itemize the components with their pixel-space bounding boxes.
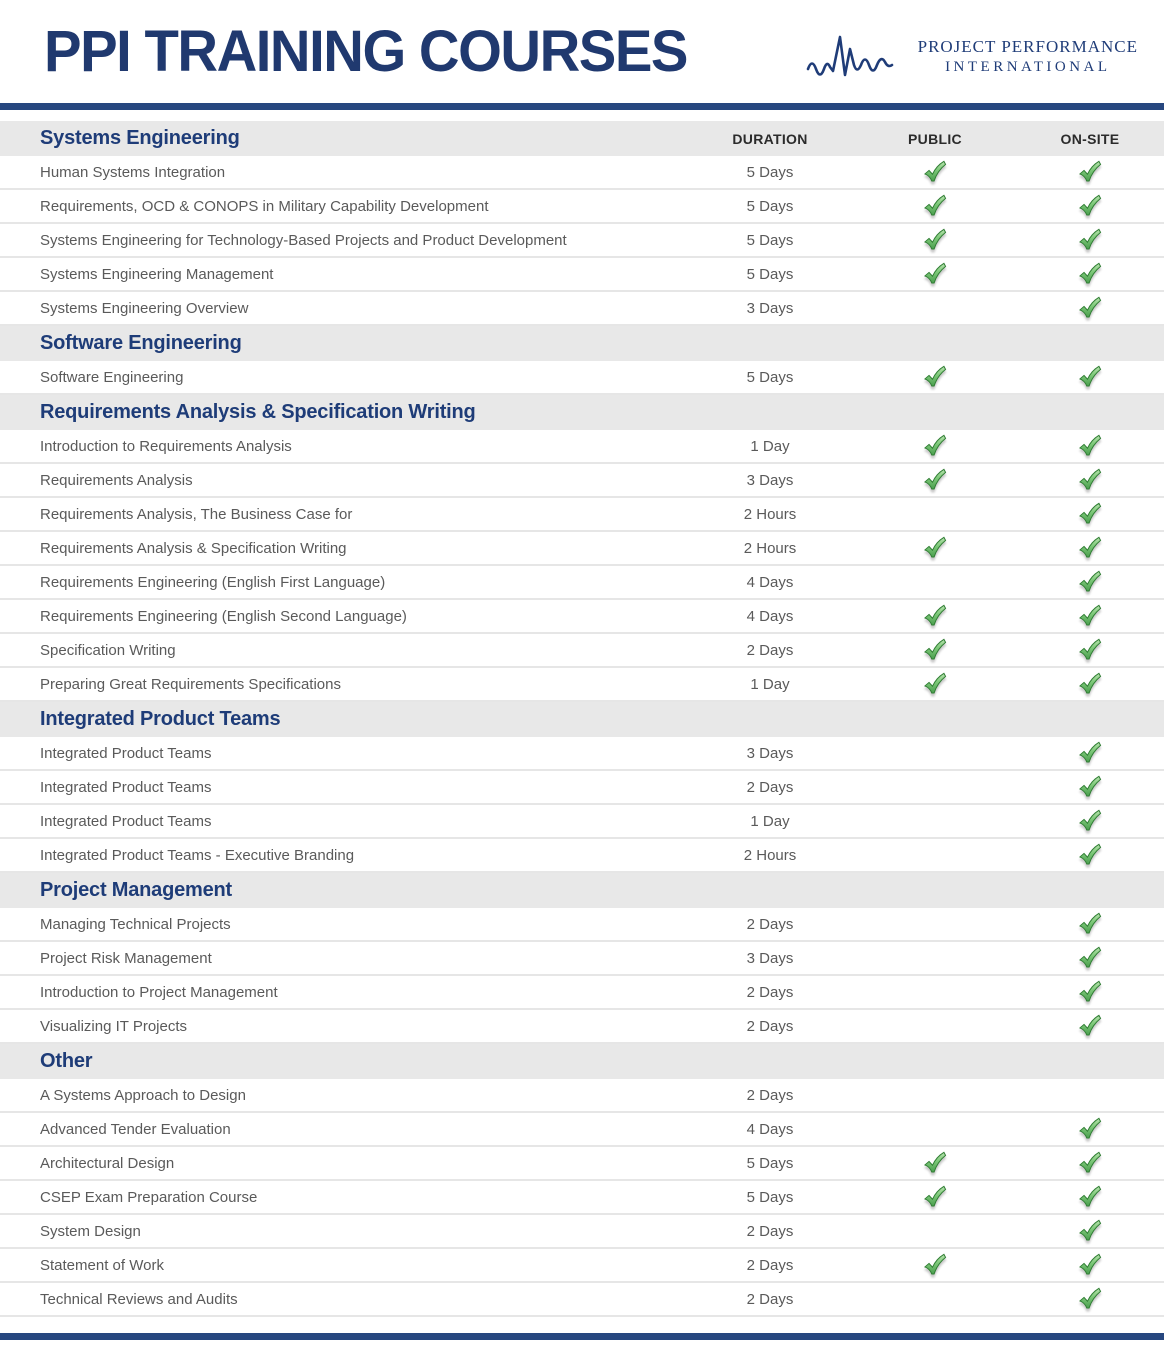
green-checkmark-icon bbox=[1076, 1185, 1104, 1210]
public-check-cell bbox=[850, 805, 1020, 837]
onsite-check-cell bbox=[1020, 805, 1160, 837]
course-duration: 2 Days bbox=[746, 1290, 794, 1308]
course-row bbox=[0, 464, 1164, 498]
course-duration: 2 Days bbox=[746, 1222, 794, 1240]
green-checkmark-icon bbox=[1076, 1253, 1104, 1278]
public-check-cell bbox=[850, 190, 1020, 222]
public-check-cell bbox=[850, 1113, 1020, 1145]
onsite-check-cell bbox=[1020, 1283, 1160, 1315]
green-checkmark-icon bbox=[921, 160, 949, 185]
course-row bbox=[0, 361, 1164, 395]
course-name: Systems Engineering Management bbox=[40, 265, 274, 283]
course-duration: 3 Days bbox=[746, 949, 794, 967]
green-checkmark-icon bbox=[1076, 434, 1104, 459]
course-row bbox=[0, 805, 1164, 839]
courses-table bbox=[0, 121, 1164, 1317]
green-checkmark-icon bbox=[921, 1151, 949, 1176]
onsite-check-cell bbox=[1020, 190, 1160, 222]
course-duration: 5 Days bbox=[746, 1188, 794, 1206]
green-checkmark-icon bbox=[1076, 262, 1104, 287]
green-checkmark-icon bbox=[1076, 194, 1104, 219]
course-duration: 2 Days bbox=[746, 915, 794, 933]
public-check-cell bbox=[850, 292, 1020, 324]
public-check-cell bbox=[850, 976, 1020, 1008]
green-checkmark-icon bbox=[1076, 536, 1104, 561]
course-row bbox=[0, 190, 1164, 224]
public-check-cell bbox=[850, 839, 1020, 871]
green-checkmark-icon bbox=[921, 262, 949, 287]
course-name: Systems Engineering for Technology-Based Projects and Product Development bbox=[40, 231, 567, 249]
onsite-check-cell bbox=[1020, 668, 1160, 700]
section-title: Requirements Analysis & Specification Writing bbox=[40, 401, 476, 423]
green-checkmark-icon bbox=[1076, 604, 1104, 629]
course-name: Managing Technical Projects bbox=[40, 915, 231, 933]
course-row bbox=[0, 566, 1164, 600]
onsite-check-cell bbox=[1020, 498, 1160, 530]
section-title: Systems Engineering bbox=[40, 127, 240, 149]
green-checkmark-icon bbox=[1076, 741, 1104, 766]
public-check-cell bbox=[850, 224, 1020, 256]
course-duration: 5 Days bbox=[746, 231, 794, 249]
public-check-cell bbox=[850, 634, 1020, 666]
course-name: Integrated Product Teams bbox=[40, 778, 212, 796]
public-check-cell bbox=[850, 1215, 1020, 1247]
green-checkmark-icon bbox=[1076, 843, 1104, 868]
onsite-check-cell bbox=[1020, 908, 1160, 940]
course-row bbox=[0, 1283, 1164, 1317]
course-name: Introduction to Project Management bbox=[40, 983, 278, 1001]
green-checkmark-icon bbox=[1076, 468, 1104, 493]
green-checkmark-icon bbox=[1076, 912, 1104, 937]
public-check-cell bbox=[850, 156, 1020, 188]
course-row bbox=[0, 600, 1164, 634]
green-checkmark-icon bbox=[1076, 502, 1104, 527]
course-duration: 5 Days bbox=[746, 265, 794, 283]
course-name: Preparing Great Requirements Specifications bbox=[40, 675, 341, 693]
public-check-cell bbox=[850, 908, 1020, 940]
green-checkmark-icon bbox=[1076, 775, 1104, 800]
onsite-check-cell bbox=[1020, 737, 1160, 769]
course-row bbox=[0, 976, 1164, 1010]
public-check-cell bbox=[850, 361, 1020, 393]
green-checkmark-icon bbox=[1076, 365, 1104, 390]
course-duration: 2 Hours bbox=[743, 539, 797, 557]
public-check-cell bbox=[850, 1010, 1020, 1042]
onsite-check-cell bbox=[1020, 976, 1160, 1008]
public-check-cell bbox=[850, 566, 1020, 598]
onsite-check-cell bbox=[1020, 1010, 1160, 1042]
course-row bbox=[0, 942, 1164, 976]
green-checkmark-icon bbox=[1076, 946, 1104, 971]
course-name: Technical Reviews and Audits bbox=[40, 1290, 238, 1308]
green-checkmark-icon bbox=[1076, 1287, 1104, 1312]
course-name: Architectural Design bbox=[40, 1154, 175, 1172]
green-checkmark-icon bbox=[921, 638, 949, 663]
column-header-public: PUBLIC bbox=[908, 130, 962, 147]
course-row bbox=[0, 737, 1164, 771]
course-duration: 1 Day bbox=[750, 437, 790, 455]
course-name: Integrated Product Teams bbox=[40, 812, 212, 830]
green-checkmark-icon bbox=[921, 1253, 949, 1278]
onsite-check-cell bbox=[1020, 292, 1160, 324]
course-name: System Design bbox=[40, 1222, 141, 1240]
waveform-logo-icon bbox=[806, 31, 906, 83]
green-checkmark-icon bbox=[1076, 809, 1104, 834]
green-checkmark-icon bbox=[1076, 980, 1104, 1005]
logo-text-line1: PROJECT PERFORMANCE bbox=[917, 37, 1138, 56]
public-check-cell bbox=[850, 430, 1020, 462]
section-title: Software Engineering bbox=[40, 332, 242, 354]
public-check-cell bbox=[850, 498, 1020, 530]
course-name: Specification Writing bbox=[40, 641, 176, 659]
green-checkmark-icon bbox=[1076, 296, 1104, 321]
public-check-cell bbox=[850, 1249, 1020, 1281]
green-checkmark-icon bbox=[1076, 228, 1104, 253]
course-row bbox=[0, 430, 1164, 464]
course-row bbox=[0, 498, 1164, 532]
course-name: Human Systems Integration bbox=[40, 163, 226, 181]
section-title: Project Management bbox=[40, 879, 233, 901]
onsite-check-cell bbox=[1020, 771, 1160, 803]
course-row bbox=[0, 1249, 1164, 1283]
onsite-check-cell bbox=[1020, 839, 1160, 871]
onsite-check-cell bbox=[1020, 634, 1160, 666]
public-check-cell bbox=[850, 1181, 1020, 1213]
course-name: Requirements Analysis bbox=[40, 471, 193, 489]
course-duration: 2 Days bbox=[746, 983, 794, 1001]
course-duration: 4 Days bbox=[746, 607, 794, 625]
section-header-systems-engineering bbox=[0, 121, 1164, 156]
course-row bbox=[0, 292, 1164, 326]
course-row bbox=[0, 668, 1164, 702]
green-checkmark-icon bbox=[921, 434, 949, 459]
course-duration: 5 Days bbox=[746, 368, 794, 386]
course-name: Software Engineering bbox=[40, 368, 184, 386]
onsite-check-cell bbox=[1020, 1249, 1160, 1281]
section-header-other bbox=[0, 1044, 1164, 1079]
onsite-check-cell bbox=[1020, 566, 1160, 598]
page-header bbox=[0, 0, 1164, 103]
public-check-cell bbox=[850, 1079, 1020, 1111]
course-name: Project Risk Management bbox=[40, 949, 212, 967]
onsite-check-cell bbox=[1020, 224, 1160, 256]
course-duration: 2 Hours bbox=[743, 505, 797, 523]
course-name: Statement of Work bbox=[40, 1256, 164, 1274]
onsite-check-cell bbox=[1020, 532, 1160, 564]
course-name: Systems Engineering Overview bbox=[40, 299, 249, 317]
course-duration: 2 Days bbox=[746, 778, 794, 796]
public-check-cell bbox=[850, 1283, 1020, 1315]
course-duration: 4 Days bbox=[746, 1120, 794, 1138]
course-duration: 2 Days bbox=[746, 641, 794, 659]
section-title: Integrated Product Teams bbox=[40, 708, 281, 730]
green-checkmark-icon bbox=[1076, 638, 1104, 663]
onsite-check-cell bbox=[1020, 1215, 1160, 1247]
public-check-cell bbox=[850, 532, 1020, 564]
public-check-cell bbox=[850, 668, 1020, 700]
page-title: PPI TRAINING COURSES bbox=[44, 19, 687, 84]
course-name: Visualizing IT Projects bbox=[40, 1017, 188, 1035]
footer-rule bbox=[0, 1333, 1164, 1340]
course-row bbox=[0, 1215, 1164, 1249]
green-checkmark-icon bbox=[921, 228, 949, 253]
green-checkmark-icon bbox=[1076, 1151, 1104, 1176]
section-header-project-management bbox=[0, 873, 1164, 908]
course-row bbox=[0, 1010, 1164, 1044]
logo-text bbox=[918, 37, 1138, 76]
course-duration: 2 Days bbox=[746, 1017, 794, 1035]
onsite-check-cell bbox=[1020, 942, 1160, 974]
green-checkmark-icon bbox=[921, 365, 949, 390]
course-duration: 2 Days bbox=[746, 1256, 794, 1274]
onsite-check-cell bbox=[1020, 1113, 1160, 1145]
course-duration: 5 Days bbox=[746, 197, 794, 215]
course-row bbox=[0, 532, 1164, 566]
course-name: Requirements Analysis & Specification Writing bbox=[40, 539, 347, 557]
course-duration: 1 Day bbox=[750, 812, 790, 830]
green-checkmark-icon bbox=[921, 194, 949, 219]
green-checkmark-icon bbox=[1076, 1014, 1104, 1039]
section-title: Other bbox=[40, 1050, 93, 1072]
course-duration: 1 Day bbox=[750, 675, 790, 693]
course-row bbox=[0, 908, 1164, 942]
section-header-software-engineering bbox=[0, 326, 1164, 361]
course-name: Requirements Engineering (English Second Language) bbox=[40, 607, 407, 625]
green-checkmark-icon bbox=[921, 1185, 949, 1210]
onsite-check-cell bbox=[1020, 156, 1160, 188]
green-checkmark-icon bbox=[921, 468, 949, 493]
section-header-requirements-analysis-specification-writing bbox=[0, 395, 1164, 430]
public-check-cell bbox=[850, 464, 1020, 496]
course-row bbox=[0, 156, 1164, 190]
onsite-check-cell bbox=[1020, 361, 1160, 393]
course-row bbox=[0, 1181, 1164, 1215]
course-row bbox=[0, 1079, 1164, 1113]
course-name: Integrated Product Teams - Executive Branding bbox=[40, 846, 355, 864]
public-check-cell bbox=[850, 942, 1020, 974]
course-duration: 3 Days bbox=[746, 299, 794, 317]
public-check-cell bbox=[850, 258, 1020, 290]
course-duration: 5 Days bbox=[746, 1154, 794, 1172]
logo-text-line2: INTERNATIONAL bbox=[945, 59, 1111, 75]
public-check-cell bbox=[850, 600, 1020, 632]
course-row bbox=[0, 224, 1164, 258]
course-duration: 5 Days bbox=[746, 163, 794, 181]
course-row bbox=[0, 1147, 1164, 1181]
course-duration: 3 Days bbox=[746, 744, 794, 762]
green-checkmark-icon bbox=[921, 536, 949, 561]
onsite-check-cell bbox=[1020, 1079, 1160, 1111]
section-header-integrated-product-teams bbox=[0, 702, 1164, 737]
onsite-check-cell bbox=[1020, 464, 1160, 496]
column-header-duration: DURATION bbox=[732, 130, 808, 147]
green-checkmark-icon bbox=[921, 672, 949, 697]
green-checkmark-icon bbox=[1076, 1117, 1104, 1142]
onsite-check-cell bbox=[1020, 600, 1160, 632]
course-duration: 4 Days bbox=[746, 573, 794, 591]
course-duration: 2 Hours bbox=[743, 846, 797, 864]
onsite-check-cell bbox=[1020, 258, 1160, 290]
public-check-cell bbox=[850, 771, 1020, 803]
onsite-check-cell bbox=[1020, 1147, 1160, 1179]
course-row bbox=[0, 258, 1164, 292]
course-name: Advanced Tender Evaluation bbox=[40, 1120, 231, 1138]
course-name: Requirements, OCD & CONOPS in Military Capability Development bbox=[40, 197, 489, 215]
onsite-check-cell bbox=[1020, 430, 1160, 462]
course-name: Requirements Analysis, The Business Case for bbox=[40, 505, 353, 523]
green-checkmark-icon bbox=[1076, 672, 1104, 697]
onsite-check-cell bbox=[1020, 1181, 1160, 1213]
course-row bbox=[0, 634, 1164, 668]
course-row bbox=[0, 771, 1164, 805]
public-check-cell bbox=[850, 737, 1020, 769]
course-name: Integrated Product Teams bbox=[40, 744, 212, 762]
green-checkmark-icon bbox=[1076, 570, 1104, 595]
course-duration: 2 Days bbox=[746, 1086, 794, 1104]
green-checkmark-icon bbox=[1076, 160, 1104, 185]
course-name: Requirements Engineering (English First Language) bbox=[40, 573, 386, 591]
course-name: A Systems Approach to Design bbox=[40, 1086, 246, 1104]
public-check-cell bbox=[850, 1147, 1020, 1179]
header-rule bbox=[0, 103, 1164, 110]
course-name: Introduction to Requirements Analysis bbox=[40, 437, 292, 455]
course-row bbox=[0, 1113, 1164, 1147]
course-name: CSEP Exam Preparation Course bbox=[40, 1188, 258, 1206]
green-checkmark-icon bbox=[1076, 1219, 1104, 1244]
column-header-onsite: ON-SITE bbox=[1060, 130, 1120, 147]
ppi-logo bbox=[806, 21, 1138, 83]
course-duration: 3 Days bbox=[746, 471, 794, 489]
course-row bbox=[0, 839, 1164, 873]
green-checkmark-icon bbox=[921, 604, 949, 629]
